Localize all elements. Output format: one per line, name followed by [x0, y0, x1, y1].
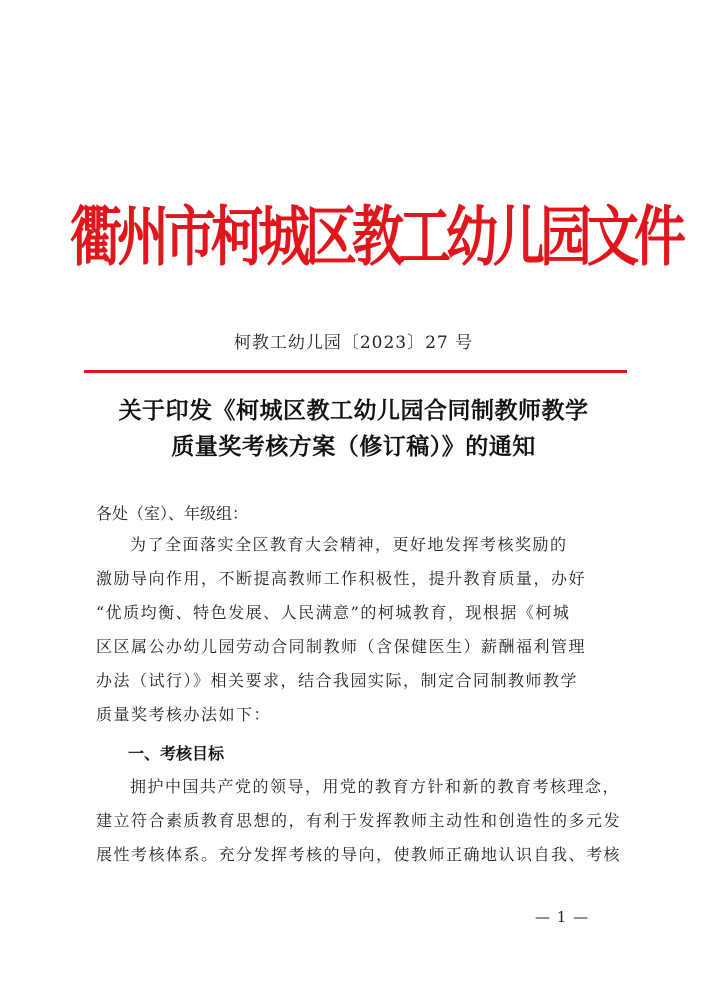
issuer-header-title: 衢州市柯城区教工幼儿园文件 [70, 198, 682, 275]
paragraph-line: 激励导向作用，不断提高教师工作积极性，提升教育质量，办好 [96, 569, 587, 588]
paragraph-line: 展性考核体系。充分发挥考核的导向，使教师正确地认识自我、考核 [96, 845, 622, 864]
notice-title-line-2: 质量奖考核方案（修订稿）》的通知 [171, 433, 536, 460]
notice-title [70, 393, 637, 465]
notice-title-line-1: 关于印发《柯城区教工幼儿园合同制教师教学 [118, 397, 589, 424]
paragraph-line: 办法（试行）》相关要求，结合我园实际，制定合同制教师教学 [96, 671, 579, 690]
paragraph-line: 质量奖考核办法如下： [96, 705, 272, 724]
paragraph-line: 为了全面落实全区教育大会精神，更好地发挥考核奖励的 [130, 535, 568, 554]
addressee-line: 各处（室）、年级组： [96, 504, 249, 523]
section-heading-goals: 一、考核目标 [128, 744, 225, 763]
paragraph-line: 建立符合素质教育思想的，有利于发挥教师主动性和创造性的多元发 [96, 811, 622, 830]
paragraph-line: “优质均衡、特色发展、人民满意”的柯城教育，现根据《柯城 [96, 603, 571, 622]
goals-paragraph [96, 770, 622, 872]
document-number: 柯教工幼儿园〔2023〕27 号 [233, 333, 474, 353]
intro-paragraph [96, 528, 616, 732]
red-separator-line [84, 370, 627, 373]
page-number: — 1 — [535, 908, 590, 926]
paragraph-line: 区区属公办幼儿园劳动合同制教师（含保健医生）薪酬福利管理 [96, 637, 587, 656]
paragraph-line: 拥护中国共产党的领导，用党的教育方针和新的教育考核理念， [130, 777, 621, 796]
